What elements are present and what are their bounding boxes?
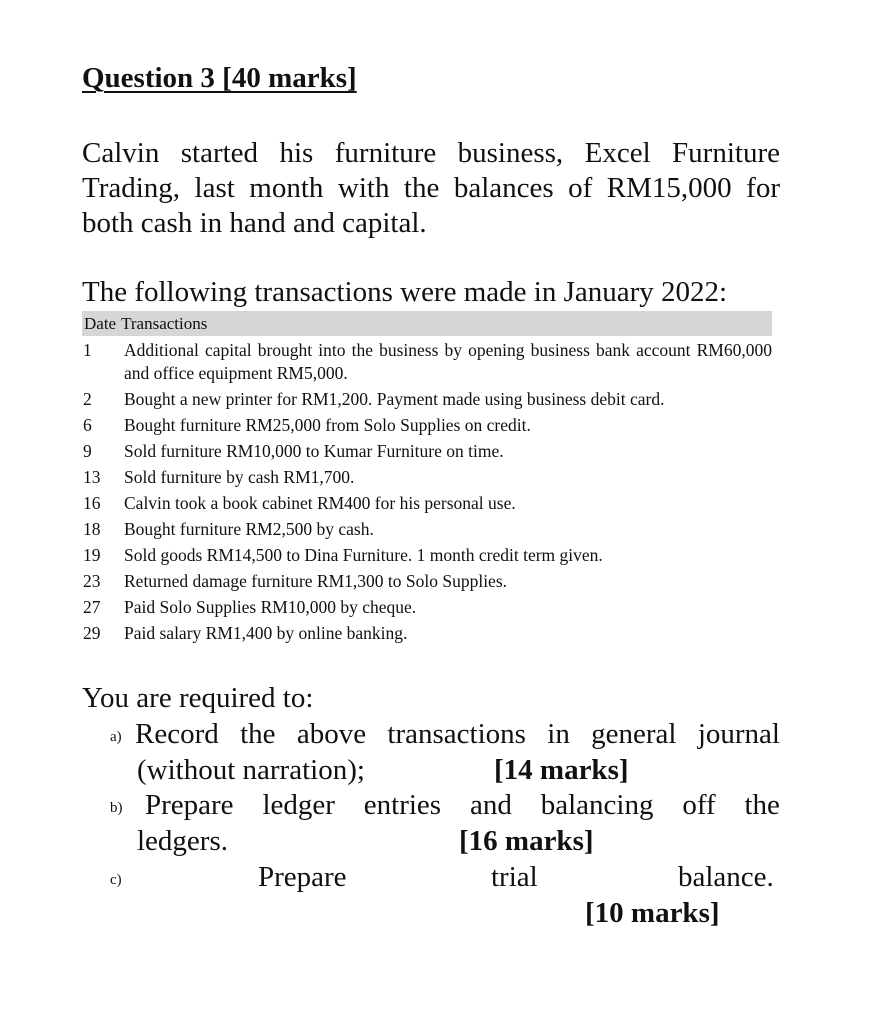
task-b-letter: b) bbox=[110, 800, 123, 816]
task-b-marks: [16 marks] bbox=[459, 825, 594, 857]
transactions-intro: The following transactions were made in January 2022: bbox=[82, 276, 728, 308]
row-date: 29 bbox=[83, 623, 101, 643]
table-body bbox=[82, 336, 772, 645]
row-transaction: Sold furniture RM10,000 to Kumar Furniture on time. bbox=[124, 441, 504, 461]
task-a-letter: a) bbox=[110, 729, 122, 745]
table-row bbox=[82, 567, 772, 593]
row-transaction: Sold furniture by cash RM1,700. bbox=[124, 467, 355, 487]
row-transaction: Bought a new printer for RM1,200. Payment made using business debit card. bbox=[124, 389, 665, 409]
task-b-line2: ledgers. bbox=[137, 825, 228, 857]
required-intro: You are required to: bbox=[82, 682, 314, 714]
row-date: 23 bbox=[83, 571, 101, 591]
task-c-word1: Prepare bbox=[258, 861, 347, 893]
table-row bbox=[82, 489, 772, 515]
intro-paragraph: Calvin started his furniture business, Excel Furniture Trading, last month with the balances of RM15,000 for both cash in hand and capital. bbox=[82, 137, 780, 239]
task-a bbox=[110, 718, 780, 790]
task-a-line1 bbox=[135, 718, 780, 751]
transactions-table bbox=[82, 311, 772, 645]
row-transaction: Returned damage furniture RM1,300 to Solo Supplies. bbox=[124, 571, 508, 591]
table-row bbox=[82, 411, 772, 437]
task-c-word2: trial bbox=[491, 861, 538, 893]
row-date: 1 bbox=[83, 340, 92, 360]
task-c-letter: c) bbox=[110, 872, 122, 888]
row-date: 6 bbox=[83, 415, 92, 435]
row-date: 18 bbox=[83, 519, 101, 539]
task-a-marks: [14 marks] bbox=[494, 754, 629, 786]
row-transaction: Bought furniture RM25,000 from Solo Supplies on credit. bbox=[124, 415, 531, 435]
task-b-line1 bbox=[145, 789, 780, 822]
table-row bbox=[82, 619, 772, 645]
row-date: 19 bbox=[83, 545, 101, 565]
row-transaction: Calvin took a book cabinet RM400 for his personal use. bbox=[124, 493, 516, 513]
table-row bbox=[82, 541, 772, 567]
task-c bbox=[110, 861, 780, 933]
task-c-word3: balance. bbox=[678, 861, 774, 893]
row-transaction: Additional capital brought into the business by opening business bank account RM60,000 and office equipment RM5,000. bbox=[124, 340, 772, 383]
header-date: Date bbox=[84, 313, 117, 333]
table-row bbox=[82, 336, 772, 385]
table-row bbox=[82, 463, 772, 489]
row-date: 2 bbox=[83, 389, 92, 409]
row-transaction: Bought furniture RM2,500 by cash. bbox=[124, 519, 374, 539]
row-date: 16 bbox=[83, 493, 101, 513]
task-b bbox=[110, 789, 780, 861]
row-date: 9 bbox=[83, 441, 92, 461]
table-row bbox=[82, 515, 772, 541]
header-transactions: Transactions bbox=[121, 313, 208, 333]
row-date: 27 bbox=[83, 597, 101, 617]
question-heading: Question 3 [40 marks] bbox=[82, 62, 357, 94]
task-c-marks: [10 marks] bbox=[585, 897, 720, 929]
task-a-line2: (without narration); bbox=[137, 754, 365, 786]
row-transaction: Paid salary RM1,400 by online banking. bbox=[124, 623, 408, 643]
task-b-line1-text: Prepare ledger entries and balancing off the bbox=[145, 789, 780, 821]
table-row bbox=[82, 437, 772, 463]
row-date: 13 bbox=[83, 467, 101, 487]
table-header bbox=[82, 311, 772, 336]
task-a-line1-text: Record the above transactions in general journal bbox=[135, 718, 780, 750]
table-row bbox=[82, 593, 772, 619]
row-transaction: Sold goods RM14,500 to Dina Furniture. 1 month credit term given. bbox=[124, 545, 603, 565]
row-transaction: Paid Solo Supplies RM10,000 by cheque. bbox=[124, 597, 417, 617]
table-row bbox=[82, 385, 772, 411]
